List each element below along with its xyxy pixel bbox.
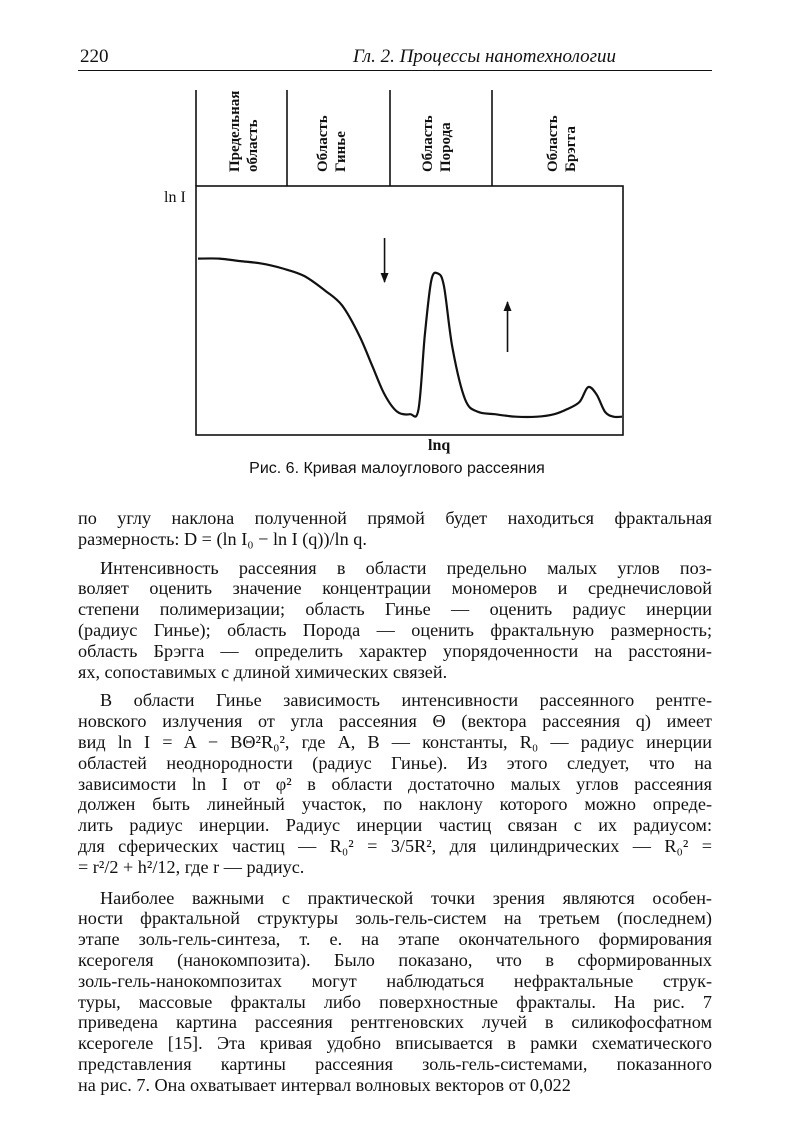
running-title: Гл. 2. Процессы нанотехнологии (353, 46, 617, 67)
region-label-line: Область (545, 115, 561, 172)
text-line: ях, сопоставимых с длиной химических связей. (78, 661, 448, 682)
scattering-curve (198, 258, 622, 417)
region-label-line: Предельная (227, 90, 243, 172)
text-line: Наиболее важными с практической точки зрения являются особен- (100, 887, 712, 908)
plot-frame (196, 186, 623, 435)
region-label-line: область (245, 119, 261, 172)
text-line: Интенсивность рассеяния в области предельно малых углов поз- (100, 557, 712, 578)
text-line: зависимости ln I от φ² в области достаточно малых углов рассеяния (78, 773, 712, 794)
page-header (78, 44, 712, 71)
text-line: воляет оценить значение концентрации мономеров и среднечисловой (78, 578, 712, 599)
text-line: степени полимеризации; область Гинье — оценить радиус инерции (78, 599, 712, 620)
region-label-bragg (545, 115, 579, 172)
text-line: этапе золь-гель-синтеза, т. е. на этапе окончательного формирования (78, 929, 712, 950)
paragraph (78, 690, 712, 877)
text-line: новского излучения от угла рассеяния Θ (вектора рассеяния q) имеет (78, 711, 712, 732)
region-label-line: Гинье (333, 131, 349, 172)
text-line: туры, массовые фракталы либо поверхностные фракталы. На рис. 7 (78, 991, 712, 1012)
arrow-up-icon (504, 301, 512, 311)
text-line: ксерогеле [15]. Эта кривая удобно вписывается в рамки схематического (78, 1033, 712, 1054)
paragraph (78, 508, 712, 550)
region-label-line: Порода (438, 122, 454, 172)
text-line: ксерогеля (нанокомпозита). Было показано, что в сформированных (78, 949, 712, 970)
text-line: представления картины рассеяния золь-гель-системами, показанного (78, 1053, 712, 1074)
text-line: размерность: D = (ln I₀ − ln I (q))/ln q. (78, 528, 367, 549)
text-line: по углу наклона полученной прямой будет находиться фрактальная (78, 508, 712, 528)
text-line: (радиус Гинье); область Порода — оценить фрактальную размерность; (78, 619, 712, 640)
text-line: областей неоднородности (радиус Гинье). Из этого следует, что на (78, 752, 712, 773)
text-line: = r²/2 + h²/12, где r — радиус. (78, 856, 305, 877)
text-line: В области Гинье зависимость интенсивности рассеянного рентге- (100, 690, 712, 711)
text-line: область Брэгга — определить характер упорядоченности на расстояни- (78, 640, 712, 661)
text-line: на рис. 7. Она охватывает интервал волновых векторов от 0,022 (78, 1074, 571, 1095)
text-line: золь-гель-нанокомпозитах могут наблюдаться нефрактальные струк- (78, 970, 712, 991)
paragraph (78, 888, 712, 1096)
region-label-limit (227, 91, 261, 172)
y-axis-label: ln I (164, 189, 186, 206)
text-line: ности фрактальной структуры золь-гель-систем на третьем (последнем) (78, 908, 712, 929)
paragraph (78, 558, 712, 683)
arrow-down-icon (381, 273, 389, 283)
region-label-line: Область (315, 115, 331, 172)
scattering-curve-figure (0, 80, 794, 460)
figure-caption: Рис. 6. Кривая малоуглового рассеяния (249, 460, 545, 477)
region-label-guinier (315, 115, 349, 172)
text-line: вид ln I = A − BΘ²R₀², где A, B — константы, R₀ — радиус инерции (78, 731, 712, 752)
region-label-porod (420, 115, 454, 172)
text-line: должен быть линейный участок, по наклону которого можно опреде- (78, 794, 712, 815)
text-line: лить радиус инерции. Радиус инерции частиц связан с их радиусом: (78, 815, 712, 836)
region-label-line: Брэгга (563, 126, 579, 172)
text-line: приведена картина рассеяния рентгеновских лучей в силикофосфатном (78, 1012, 712, 1033)
x-axis-label: lnq (428, 437, 451, 454)
region-label-line: Область (420, 115, 436, 172)
page-number: 220 (80, 46, 109, 67)
body-text (78, 508, 712, 1096)
text-line: для сферических частиц — R₀² = 3/5R², для цилиндрических — R₀² = (78, 835, 712, 856)
